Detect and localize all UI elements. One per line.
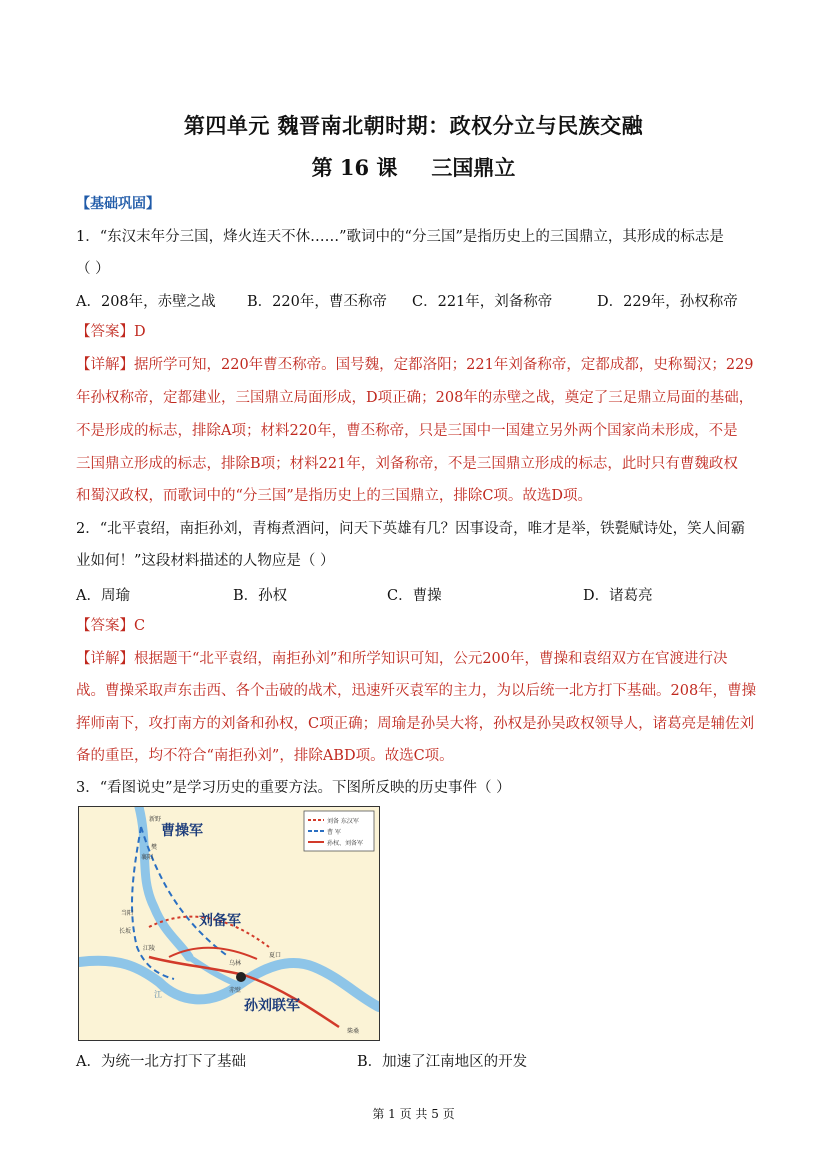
q3-option-a: A．为统一北方打下了基础 [76,1054,246,1070]
battle-marker [236,972,246,982]
q2-stem-line1: 2．“北平袁绍，南拒孙刘，青梅煮酒问，问天下英雄有几？因事设奇，唯才是举，铁甏赋诗处，笑人间霸 [76,521,746,537]
place-label: 赤壁 [229,987,242,994]
place-label: 新野 [149,816,162,823]
q2-stem-line2: 业如何！”这段材料描述的人物应是（ ） [76,553,335,569]
page-footer: 第 1 页 共 5 页 [372,1107,455,1121]
q3-option-b: B．加速了江南地区的开发 [357,1054,528,1070]
q1-answer: 【答案】D [76,324,146,340]
lesson-title [0,152,827,182]
lesson-number: 第 16 课 [311,155,398,180]
place-label: 襄阳 [141,854,154,861]
unit-title: 第四单元 魏晋南北朝时期：政权分立与民族交融 [183,113,644,138]
q3-stem: 3．“看图说史”是学习历史的重要方法。下图所反映的历史事件（ ） [76,780,511,796]
q2-option-a: A．周瑜 [76,588,130,604]
place-label: 乌林 [229,960,242,967]
place-label: 江陵 [143,945,156,952]
q2-answer: 【答案】C [76,618,146,634]
q1-option-a: A．208年，赤壁之战 [76,294,216,310]
place-label: 柴桑 [347,1028,360,1035]
q1-option-c: C．221年，刘备称帝 [412,294,553,310]
q2-detail-line: 挥师南下，攻打南方的刘备和孙权，C项正确；周瑜是孙吴大将，孙权是孙吴政权领导人，诸葛亮是辅佐刘 [76,716,755,732]
q1-detail-line: 和蜀汉政权，而歌词中的“分三国”是指历史上的三国鼎立，排除C项。故选D项。 [76,488,593,504]
place-label: 夏口 [269,952,282,959]
label-liu-army: 刘备军 [199,913,241,929]
label-cao-army: 曹操军 [161,823,203,839]
place-label: 当阳 [121,910,134,917]
place-label: 长坂 [119,928,132,935]
q1-detail-line: 三国鼎立形成的标志，排除B项；材料221年，刘备称帝，不是三国鼎立形成的标志，此时只有曹魏政权 [76,456,738,472]
battle-map [78,806,380,1041]
legend-text: 孙权、刘备军 [327,840,364,847]
q1-detail-line: 不是形成的标志，排除A项；材料220年，曹丕称帝，只是三国中一国建立另外两个国家尚未形成，不是 [76,423,738,439]
q2-detail-line: 备的重臣，均不符合“南拒孙刘”，排除ABD项。故选C项。 [76,748,454,764]
label-sunliu-army: 孙刘联军 [244,998,300,1014]
q1-detail-line: 年孙权称帝，定都建业，三国鼎立局面形成，D项正确；208年的赤壁之战，奠定了三足鼎立局面的基础， [76,390,754,406]
q2-detail-line: 【详解】根据题干“北平袁绍，南拒孙刘”和所学知识可知，公元200年，曹操和袁绍双方在官渡进行决 [76,651,728,667]
q2-option-c: C．曹操 [387,588,442,604]
legend-text: 刘备 东汉军 [327,818,359,825]
q1-detail-line: 【详解】据所学可知，220年曹丕称帝。国号魏，定都洛阳；221年刘备称帝，定都成都，史称蜀汉；229 [76,357,754,373]
q1-option-d: D．229年，孙权称帝 [597,294,738,310]
q2-detail-line: 战。曹操采取声东击西、各个击破的战术，迅速歼灭袁军的主力，为以后统一北方打下基础。208年，曹操 [76,683,757,699]
lesson-name: 三国鼎立 [431,155,516,180]
place-label: 江 [154,990,162,999]
q2-option-b: B．孙权 [233,588,288,604]
q1-option-b: B．220年，曹丕称帝 [247,294,387,310]
q1-stem-line2: （ ） [76,261,110,277]
section-label: 【基础巩固】 [76,196,160,212]
q2-option-d: D．诸葛亮 [583,588,653,604]
legend-text: 曹 军 [327,829,341,836]
q1-stem-line1: 1．“东汉末年分三国，烽火连天不休……”歌词中的“分三国”是指历史上的三国鼎立，其形成的标志是 [76,229,724,245]
place-label: 樊 [151,844,158,851]
